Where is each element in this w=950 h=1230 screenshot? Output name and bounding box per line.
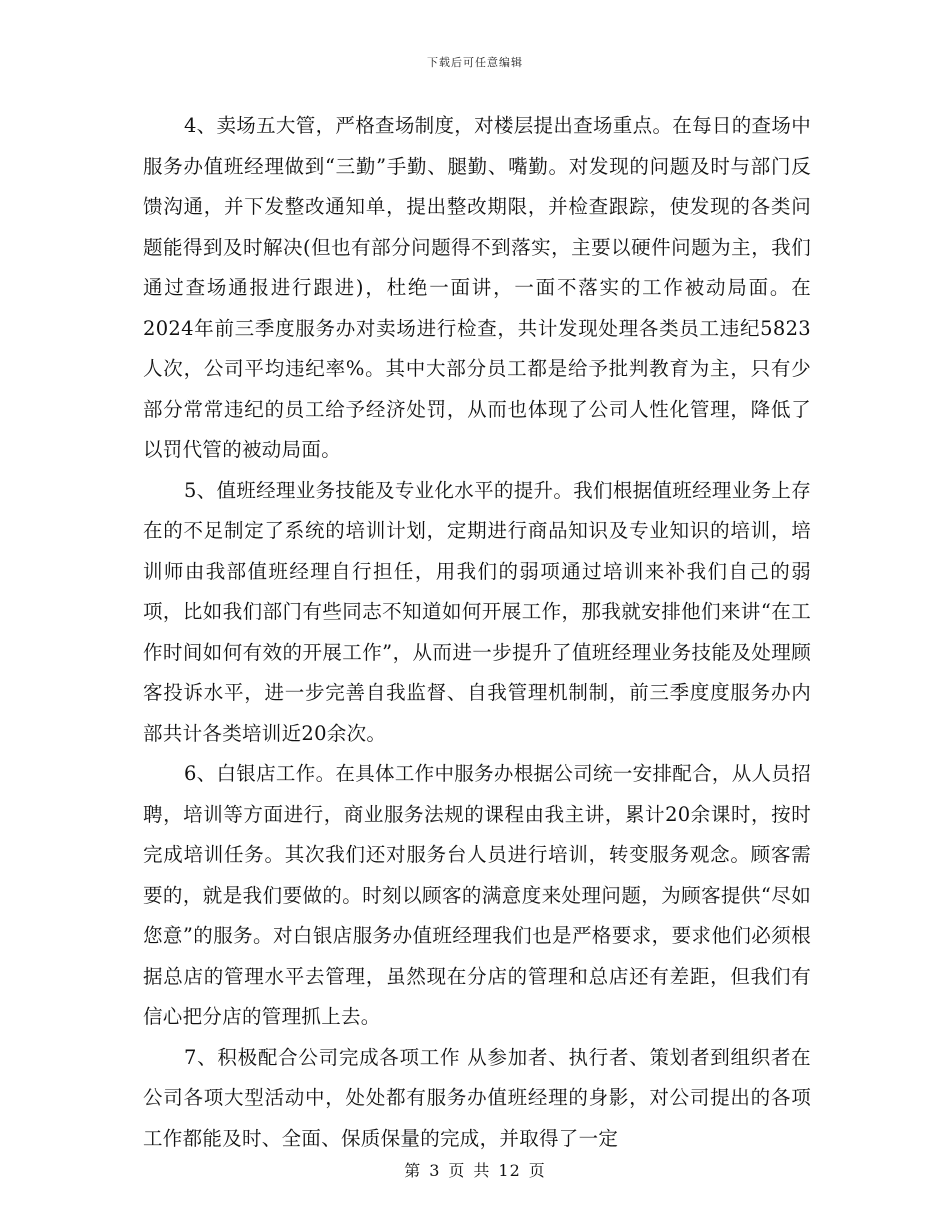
total-label: 共: [473, 1161, 491, 1180]
paragraph-item-6: 6、白银店工作。在具体工作中服务办根据公司统一安排配合，从人员招聘，培训等方面进行，商业服务法规的课程由我主讲，累计20余课时，按时完成培训任务。其次我们还对服务台人员进行培训，转变服务观念。顾客需要的，就是我们要做的。时刻以顾客的满意度来处理问题，为顾客提供“尽如您意”的服务。对白银店服务办值班经理我们也是严格要求，要求他们必须根据总店的管理水平去管理，虽然现在分店的管理和总店还有差距，但我们有信心把分店的管理抓上去。: [143, 762, 811, 1028]
paragraph-item-7: 7、积极配合公司完成各项工作 从参加者、执行者、策划者到组织者在公司各项大型活动中，处处都有服务办值班经理的身影，对公司提出的各项工作都能及时、全面、保质保量的完成，并取得了一定: [143, 1045, 811, 1150]
page-label-mid: 页: [448, 1161, 466, 1180]
page-header: 下载后可任意编辑: [427, 56, 523, 69]
page-label-prefix: 第: [404, 1161, 422, 1180]
document-body: [143, 106, 811, 1159]
page-number: 3: [429, 1161, 441, 1180]
page-label-suffix: 页: [528, 1161, 546, 1180]
paragraph-item-5: 5、值班经理业务技能及专业化水平的提升。我们根据值班经理业务上存在的不足制定了系统的培训计划，定期进行商品知识及专业知识的培训，培训师由我部值班经理自行担任，用我们的弱项通过培训来补我们自己的弱项，比如我们部门有些同志不知道如何开展工作，那我就安排他们来讲“在工作时间如何有效的开展工作”，从而进一步提升了值班经理业务技能及处理顾客投诉水平，进一步完善自我监督、自我管理机制制，前三季度度服务办内部共计各类培训近20余次。: [143, 478, 811, 745]
total-pages: 12: [498, 1161, 521, 1180]
paragraph-item-4: 4、卖场五大管，严格查场制度，对楼层提出查场重点。在每日的查场中服务办值班经理做到“三勤”手勤、腿勤、嘴勤。对发现的问题及时与部门反馈沟通，并下发整改通知单，提出整改期限，并检查跟踪，使发现的各类问题能得到及时解决(但也有部分问题得不到落实，主要以硬件问题为主，我们通过查场通报进行跟进)，杜绝一面讲，一面不落实的工作被动局面。在2024年前三季度服务办对卖场进行检查，共计发现处理各类员工违纪5823人次，公司平均违纪率%。其中大部分员工都是给予批判教育为主，只有少部分常常违纪的员工给予经济处罚，从而也体现了公司人性化管理，降低了以罚代管的被动局面。: [143, 114, 811, 461]
page-footer: [0, 1158, 950, 1181]
